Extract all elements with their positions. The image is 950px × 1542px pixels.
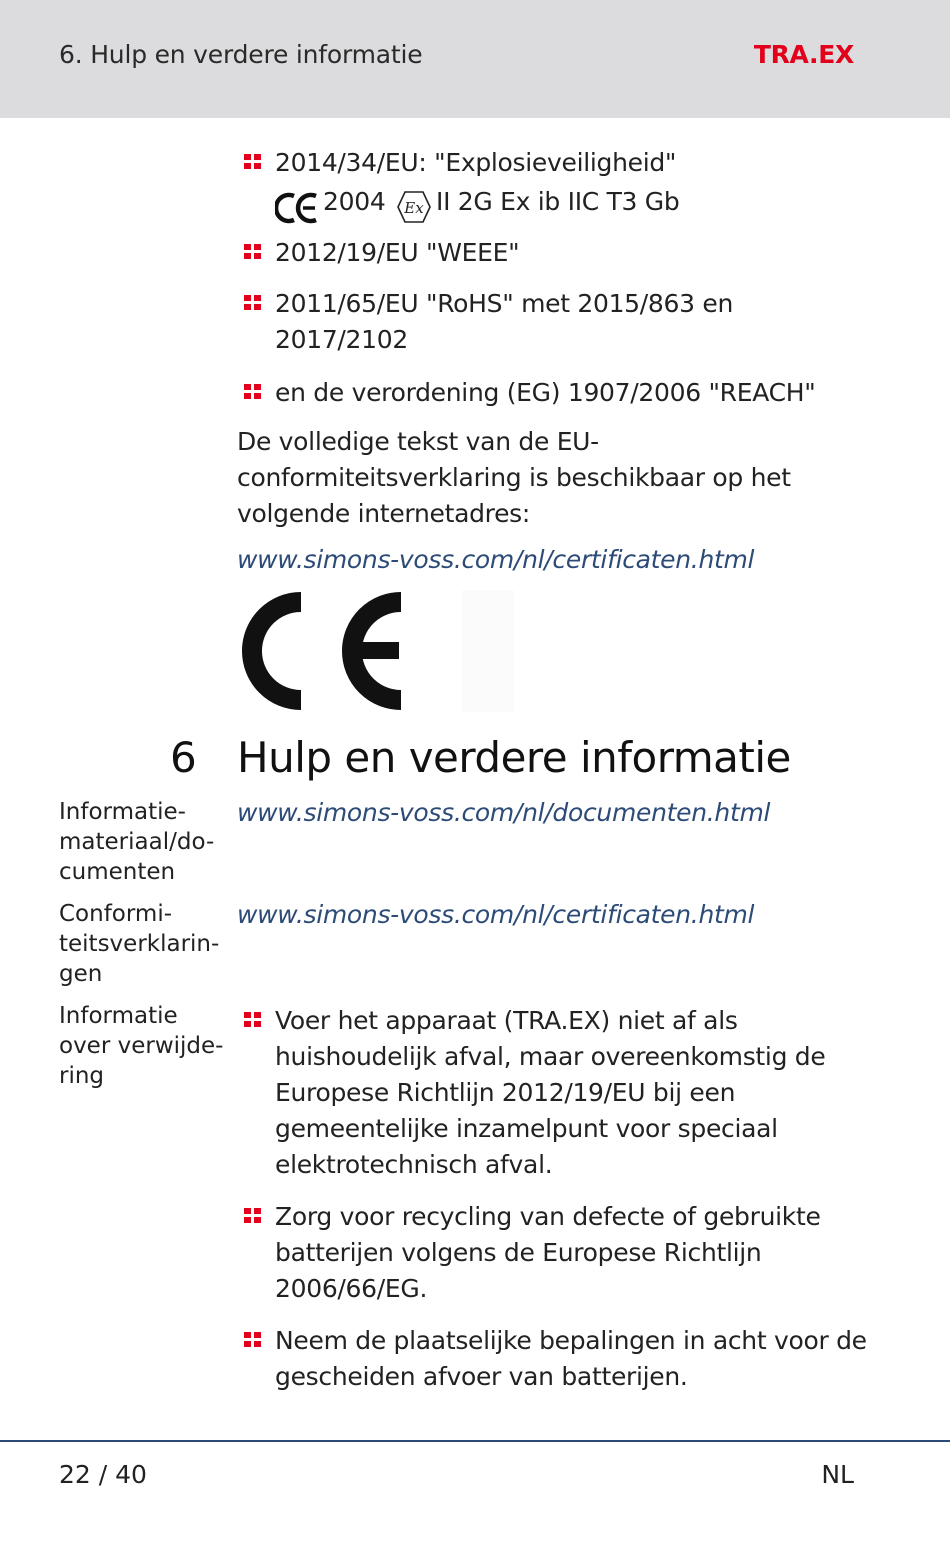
disposal-text-line: gemeentelijke inzamelpunt voor speciaal <box>275 1114 778 1143</box>
side-label-line: cumenten <box>59 859 176 885</box>
side-label-documents <box>59 797 214 887</box>
footer-divider <box>0 1440 950 1442</box>
side-label-line: Informatie <box>59 1003 178 1029</box>
ce-mark-icon <box>235 590 410 716</box>
side-label-line: over verwijde- <box>59 1033 224 1059</box>
side-label-line: Informatie- <box>59 799 186 825</box>
ex-hexagon-icon <box>396 190 432 224</box>
faint-mark-area <box>462 590 514 712</box>
conformity-item: 2014/34/EU: "Explosieveiligheid" <box>275 148 677 177</box>
side-label-disposal <box>59 1001 223 1091</box>
bullet-icon <box>244 154 262 170</box>
bullet-icon <box>244 295 262 311</box>
side-label-line: teitsverklarin- <box>59 931 220 957</box>
disposal-text-line: Europese Richtlijn 2012/19/EU bij een <box>275 1078 736 1107</box>
bullet-icon <box>244 1012 262 1028</box>
page-number: 22 / 40 <box>59 1460 147 1489</box>
disposal-text-line: 2006/66/EG. <box>275 1274 428 1303</box>
disposal-text-line: Neem de plaatselijke bepalingen in acht voor de <box>275 1326 867 1355</box>
certificates-link[interactable]: www.simons-voss.com/nl/certificaten.html <box>237 900 755 929</box>
ex-symbol-text: Ex <box>404 199 424 217</box>
conformity-item: en de verordening (EG) 1907/2006 "REACH" <box>275 378 816 407</box>
side-label-line: materiaal/do- <box>59 829 215 855</box>
section-title: Hulp en verdere informatie <box>237 733 791 782</box>
intro-text-line: volgende internetadres: <box>237 499 531 528</box>
conformity-item: 2012/19/EU "WEEE" <box>275 238 520 267</box>
side-label-line: Conformi- <box>59 901 173 927</box>
disposal-text-line: elektrotechnisch afval. <box>275 1150 553 1179</box>
disposal-text-line: huishoudelijk afval, maar overeenkomstig de <box>275 1042 826 1071</box>
bullet-icon <box>244 1332 262 1348</box>
bullet-icon <box>244 384 262 400</box>
page-header <box>0 0 950 118</box>
ce-mark-icon <box>275 192 321 224</box>
side-label-line: ring <box>59 1063 105 1089</box>
section-number: 6 <box>170 733 197 782</box>
disposal-text-line: Zorg voor recycling van defecte of gebruikte <box>275 1202 821 1231</box>
certificates-link[interactable]: www.simons-voss.com/nl/certificaten.html <box>237 545 755 574</box>
side-label-conformity <box>59 899 219 989</box>
bullet-icon <box>244 1208 262 1224</box>
disposal-text-line: gescheiden afvoer van batterijen. <box>275 1362 688 1391</box>
marking-year: 2004 <box>323 187 386 216</box>
language-code: NL <box>821 1460 854 1489</box>
disposal-text-line: Voer het apparaat (TRA.EX) niet af als <box>275 1006 738 1035</box>
intro-text-line: conformiteitsverklaring is beschikbaar op het <box>237 463 791 492</box>
bullet-icon <box>244 244 262 260</box>
header-section-title: 6. Hulp en verdere informatie <box>59 40 423 69</box>
documents-link[interactable]: www.simons-voss.com/nl/documenten.html <box>237 798 771 827</box>
side-label-line: gen <box>59 961 103 987</box>
header-product-name: TRA.EX <box>753 40 854 69</box>
disposal-text-line: batterijen volgens de Europese Richtlijn <box>275 1238 762 1267</box>
conformity-item-continued: 2017/2102 <box>275 325 408 354</box>
marking-text: II 2G Ex ib IIC T3 Gb <box>436 187 680 216</box>
intro-text-line: De volledige tekst van de EU- <box>237 427 599 456</box>
conformity-item: 2011/65/EU "RoHS" met 2015/863 en <box>275 289 733 318</box>
